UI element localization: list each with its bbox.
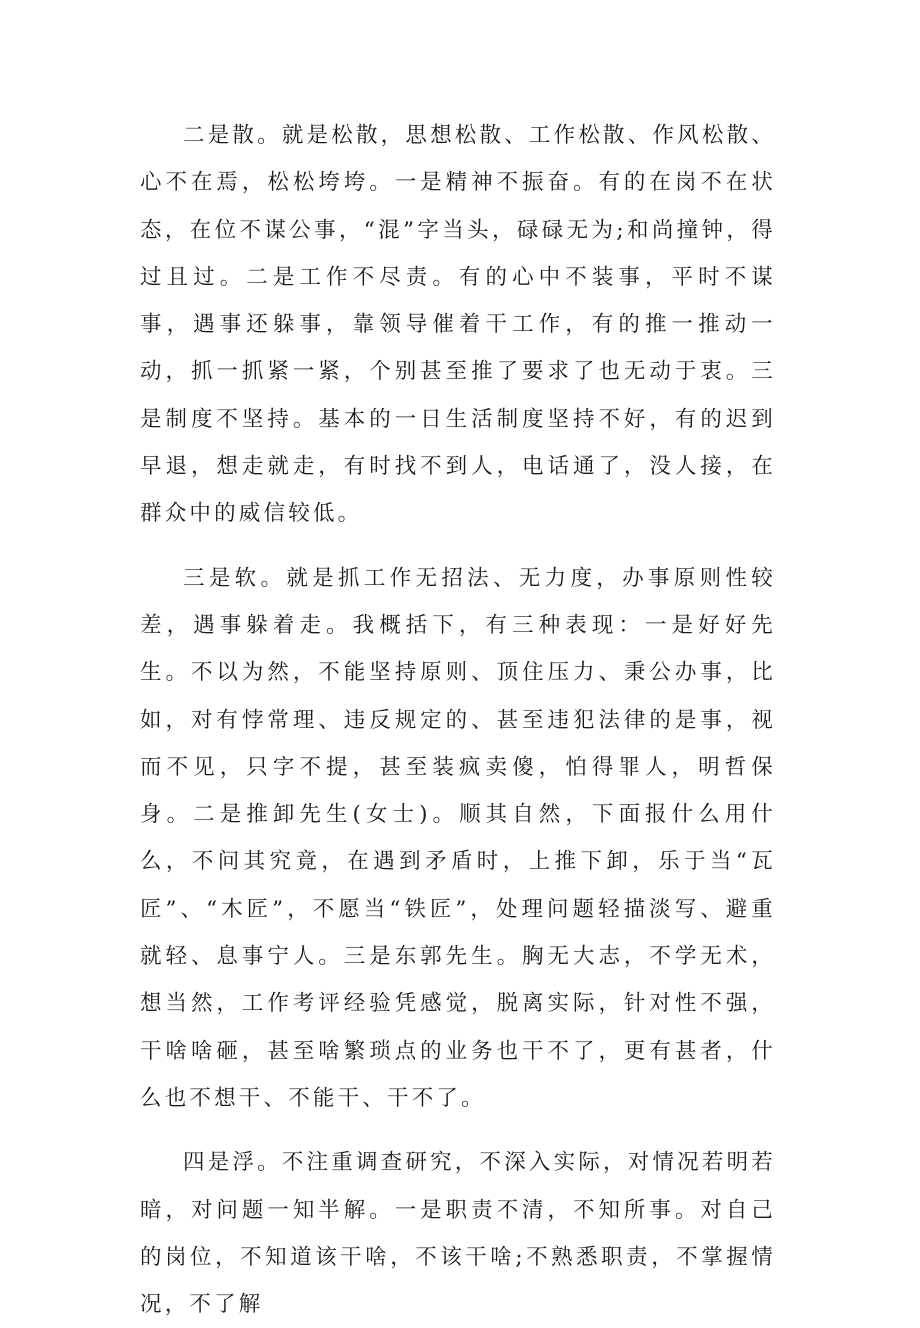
paragraph-ruan: 三是软。就是抓工作无招法、无力度，办事原则性较差，遇事躲着走。我概括下，有三种表现：一是好好先生。不以为然，不能坚持原则、顶住压力、秉公办事，比如，对有悖常理、违反规定的、甚至违犯法律的是事，视而不见，只字不提，甚至装疯卖傻，怕得罪人，明哲保身。二是推卸先生(女士)。顺其自然，下面报什么用什么，不问其究竟，在遇到矛盾时，上推下卸，乐于当“瓦匠”、“木匠”，不愿当“铁匠”，处理问题轻描淡写、避重就轻、息事宁人。三是东郭先生。胸无大志，不学无术，想当然，工作考评经验凭感觉，脱离实际，针对性不强，干啥啥砸，甚至啥繁琐点的业务也干不了，更有甚者，什么也不想干、不能干、干不了。 [140, 565, 776, 1111]
paragraph-san: 二是散。就是松散，思想松散、工作松散、作风松散、心不在焉，松松垮垮。一是精神不振奋。有的在岗不在状态，在位不谋公事，“混”字当头，碌碌无为;和尚撞钟，得过且过。二是工作不尽责。有的心中不装事，平时不谋事，遇事还躲事，靠领导催着干工作，有的推一推动一动，抓一抓紧一紧，个别甚至推了要求了也无动于衷。三是制度不坚持。基本的一日生活制度坚持不好，有的迟到早退，想走就走，有时找不到人，电话通了，没人接，在群众中的威信较低。 [140, 123, 776, 527]
paragraph-fu: 四是浮。不注重调查研究，不深入实际，对情况若明若暗，对问题一知半解。一是职责不清，不知所事。对自己的岗位，不知道该干啥，不该干啥;不熟悉职责，不掌握情况，不了解 [140, 1150, 776, 1318]
